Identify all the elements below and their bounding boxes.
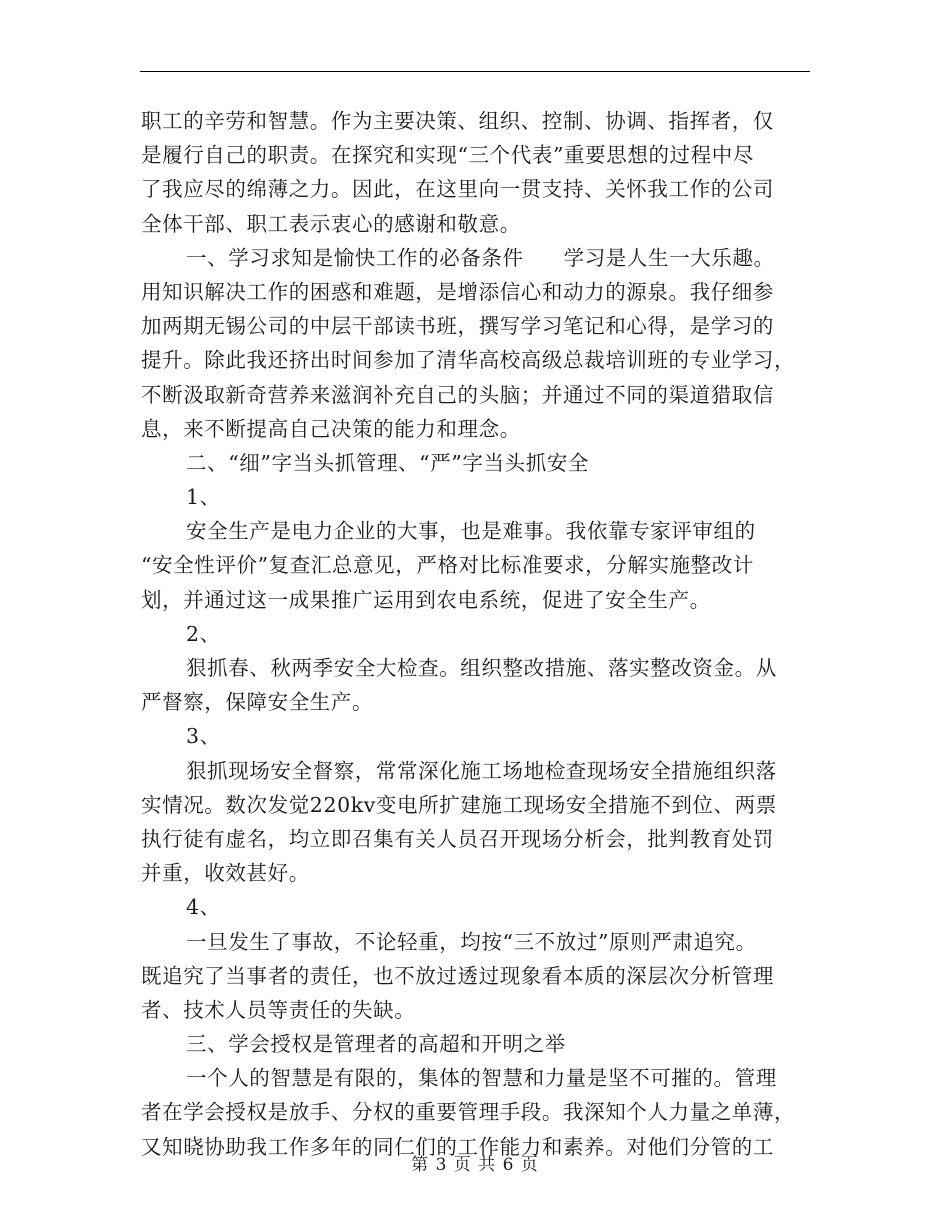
text-line — [141, 959, 813, 993]
line-text: 是履行自己的职责。在探究和实现“三个代表”重要思想的过程中尽 — [141, 143, 754, 168]
text-line — [141, 241, 813, 275]
text-line — [141, 207, 813, 241]
text-line — [141, 480, 813, 514]
line-text: 用知识解决工作的困惑和难题，是增添信心和动力的源泉。我仔细参 — [141, 279, 774, 304]
text-line — [141, 104, 813, 138]
line-text: “安全性评价”复查汇总意见，严格对比标准要求，分解实施整改计 — [141, 553, 754, 578]
line-text: 并重，收效甚好。 — [141, 861, 310, 886]
line-text: 全体干部、职工表示衷心的感谢和敬意。 — [141, 211, 521, 236]
line-text: 严督察，保障安全生产。 — [141, 690, 374, 715]
text-line — [141, 514, 813, 548]
text-line — [141, 788, 813, 822]
text-line — [141, 1095, 813, 1129]
text-line — [141, 172, 813, 206]
text-line — [141, 138, 813, 172]
line-text: 息，来不断提高自己决策的能力和理念。 — [141, 416, 521, 441]
text-line — [141, 446, 813, 480]
line-text: 者、技术人员等责任的失缺。 — [141, 997, 416, 1022]
line-text: 二、“细”字当头抓管理、“严”字当头抓安全 — [186, 450, 590, 475]
line-text: 执行徒有虚名，均立即召集有关人员召开现场分析会，批判教育处罚 — [141, 826, 774, 851]
line-text: 4、 — [186, 895, 221, 920]
document-body — [141, 104, 813, 1164]
line-text: 安全生产是电力企业的大事，也是难事。我依靠专家评审组的 — [186, 519, 756, 544]
line-text: 一个人的智慧是有限的，集体的智慧和力量是坚不可摧的。管理 — [186, 1066, 777, 1091]
text-line — [141, 1061, 813, 1095]
line-text: 1、 — [186, 485, 221, 510]
line-text: 划，并通过这一成果推广运用到农电系统，促进了安全生产。 — [141, 587, 711, 612]
line-text: 三、学会授权是管理者的高超和开明之举 — [186, 1032, 566, 1057]
line-text: 加两期无锡公司的中层干部读书班，撰写学习笔记和心得，是学习的 — [141, 314, 774, 339]
header-rule — [140, 71, 810, 72]
text-line — [141, 856, 813, 890]
text-line — [141, 651, 813, 685]
line-text: 了我应尽的绵薄之力。因此，在这里向一贯支持、关怀我工作的公司 — [141, 177, 774, 202]
text-line — [141, 412, 813, 446]
line-text: 3、 — [186, 724, 221, 749]
line-text: 者在学会授权是放手、分权的重要管理手段。我深知个人力量之单薄， — [141, 1100, 796, 1125]
text-line — [141, 1027, 813, 1061]
text-line — [141, 309, 813, 343]
line-text: 一旦发生了事故，不论轻重，均按“三不放过”原则严肃追究。 — [186, 929, 757, 954]
line-text: 一、学习求知是愉快工作的必备条件 — [186, 245, 524, 270]
text-line — [141, 925, 813, 959]
line-text: 2、 — [186, 621, 221, 646]
line-text: 狠抓春、秋两季安全大检查。组织整改措施、落实整改资金。从 — [186, 656, 777, 680]
text-line — [141, 719, 813, 753]
line-text: 不断汲取新奇营养来滋润补充自己的头脑；并通过不同的渠道猎取信 — [141, 382, 774, 407]
text-line — [141, 275, 813, 309]
text-line — [141, 378, 813, 412]
text-line — [141, 993, 813, 1027]
text-line — [141, 754, 813, 788]
line-text: 实情况。数次发觉220kv变电所扩建施工现场安全措施不到位、两票 — [141, 792, 777, 817]
text-line — [141, 548, 813, 582]
page-footer: 第 3 页 共 6 页 — [411, 1155, 539, 1175]
line-text: 又知晓协助我工作多年的同仁们的工作能力和素养。对他们分管的工 — [141, 1134, 774, 1159]
text-line — [141, 583, 813, 617]
line-text: 职工的辛劳和智慧。作为主要决策、组织、控制、协调、指挥者，仅 — [141, 109, 774, 133]
text-line — [141, 617, 813, 651]
text-line — [141, 890, 813, 924]
text-line — [141, 685, 813, 719]
text-line — [141, 343, 813, 377]
text-line — [141, 822, 813, 856]
line-text: 狠抓现场安全督察，常常深化施工场地检查现场安全措施组织落 — [186, 758, 777, 783]
line-text: 既追究了当事者的责任，也不放过透过现象看本质的深层次分析管理 — [141, 963, 774, 988]
line-text: 提升。除此我还挤出时间参加了清华高校高级总裁培训班的专业学习， — [141, 348, 796, 373]
line-tail-text: 学习是人生一大乐趣。 — [563, 245, 775, 270]
